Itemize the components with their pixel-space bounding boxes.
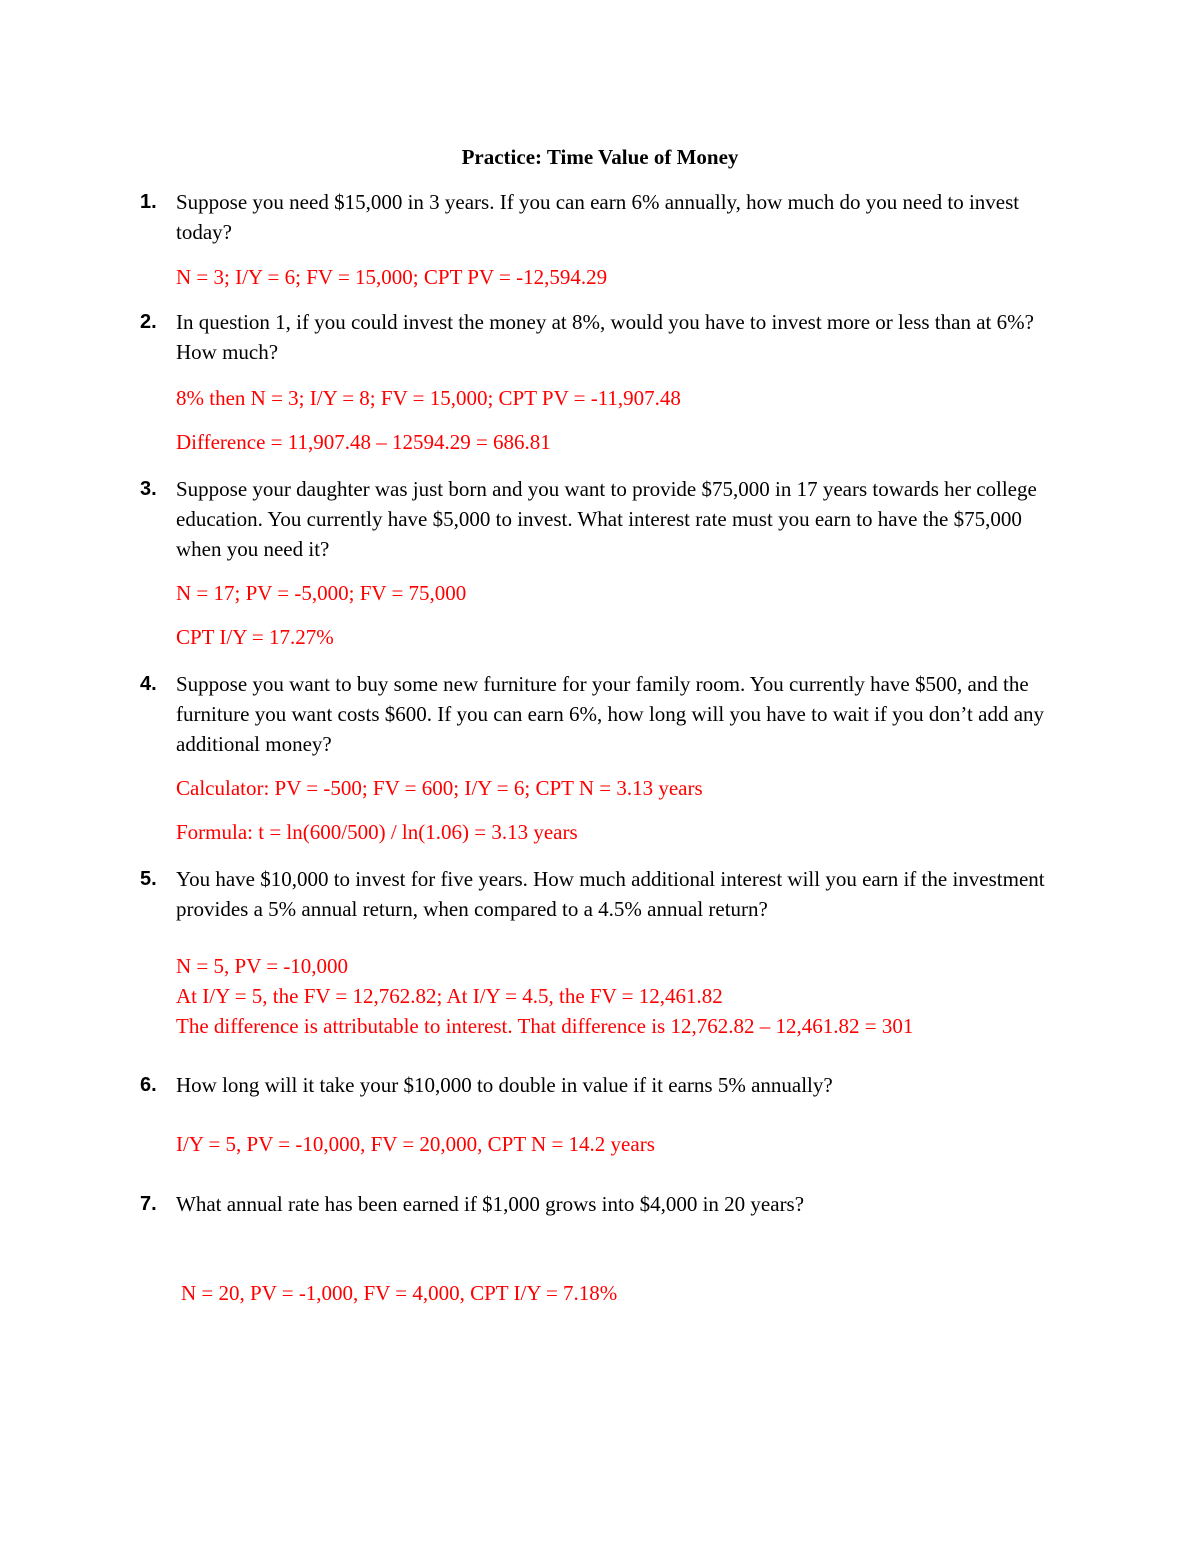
question-number: 3. bbox=[140, 478, 157, 500]
question-number: 7. bbox=[140, 1193, 157, 1215]
question-text: How long will it take your $10,000 to double in value if it earns 5% annually? bbox=[176, 1073, 833, 1097]
answer-line: N = 3; I/Y = 6; FV = 15,000; CPT PV = -12,594.29 bbox=[176, 265, 608, 289]
page-title: Practice: Time Value of Money bbox=[461, 145, 739, 169]
answer-line: N = 20, PV = -1,000, FV = 4,000, CPT I/Y = 7.18% bbox=[181, 1281, 618, 1305]
answer-line: N = 5, PV = -10,000 bbox=[176, 954, 349, 978]
answer-line: CPT I/Y = 17.27% bbox=[176, 625, 334, 649]
question-number: 2. bbox=[140, 311, 157, 333]
question-number: 5. bbox=[140, 868, 157, 890]
answer-line: I/Y = 5, PV = -10,000, FV = 20,000, CPT N = 14.2 years bbox=[176, 1132, 655, 1156]
answer-line: Difference = 11,907.48 – 12594.29 = 686.81 bbox=[176, 430, 551, 454]
answer-line: Calculator: PV = -500; FV = 600; I/Y = 6; CPT N = 3.13 years bbox=[176, 776, 703, 800]
question-text: In question 1, if you could invest the money at 8%, would you have to invest more or less than at 6%? How much? bbox=[176, 310, 1034, 364]
question-number: 1. bbox=[140, 191, 157, 213]
answer-line: Formula: t = ln(600/500) / ln(1.06) = 3.13 years bbox=[176, 820, 578, 844]
question-text: Suppose you want to buy some new furniture for your family room. You currently have $500, and the furniture you want costs $600. If you can earn 6%, how long will you have to wait if you don’t add any additional money? bbox=[176, 672, 1045, 756]
answer-line: At I/Y = 5, the FV = 12,762.82; At I/Y = 4.5, the FV = 12,461.82 bbox=[176, 984, 723, 1008]
question-text: What annual rate has been earned if $1,000 grows into $4,000 in 20 years? bbox=[176, 1192, 805, 1216]
question-text: You have $10,000 to invest for five years. How much additional interest will you earn if the investment provides a 5% annual return, when compared to a 4.5% annual return? bbox=[176, 867, 1045, 921]
question-text: Suppose you need $15,000 in 3 years. If you can earn 6% annually, how much do you need to invest today? bbox=[176, 190, 1020, 244]
answer-line: 8% then N = 3; I/Y = 8; FV = 15,000; CPT PV = -11,907.48 bbox=[176, 386, 681, 410]
answer-line: N = 17; PV = -5,000; FV = 75,000 bbox=[176, 581, 467, 605]
question-number: 4. bbox=[140, 673, 157, 695]
answer-line: The difference is attributable to interest. That difference is 12,762.82 – 12,461.82 = 301 bbox=[176, 1014, 914, 1038]
question-number: 6. bbox=[140, 1074, 157, 1096]
question-text: Suppose your daughter was just born and you want to provide $75,000 in 17 years towards her college education. You currently have $5,000 to invest. What interest rate must you earn to have the $75,000 when you need it? bbox=[176, 477, 1037, 561]
